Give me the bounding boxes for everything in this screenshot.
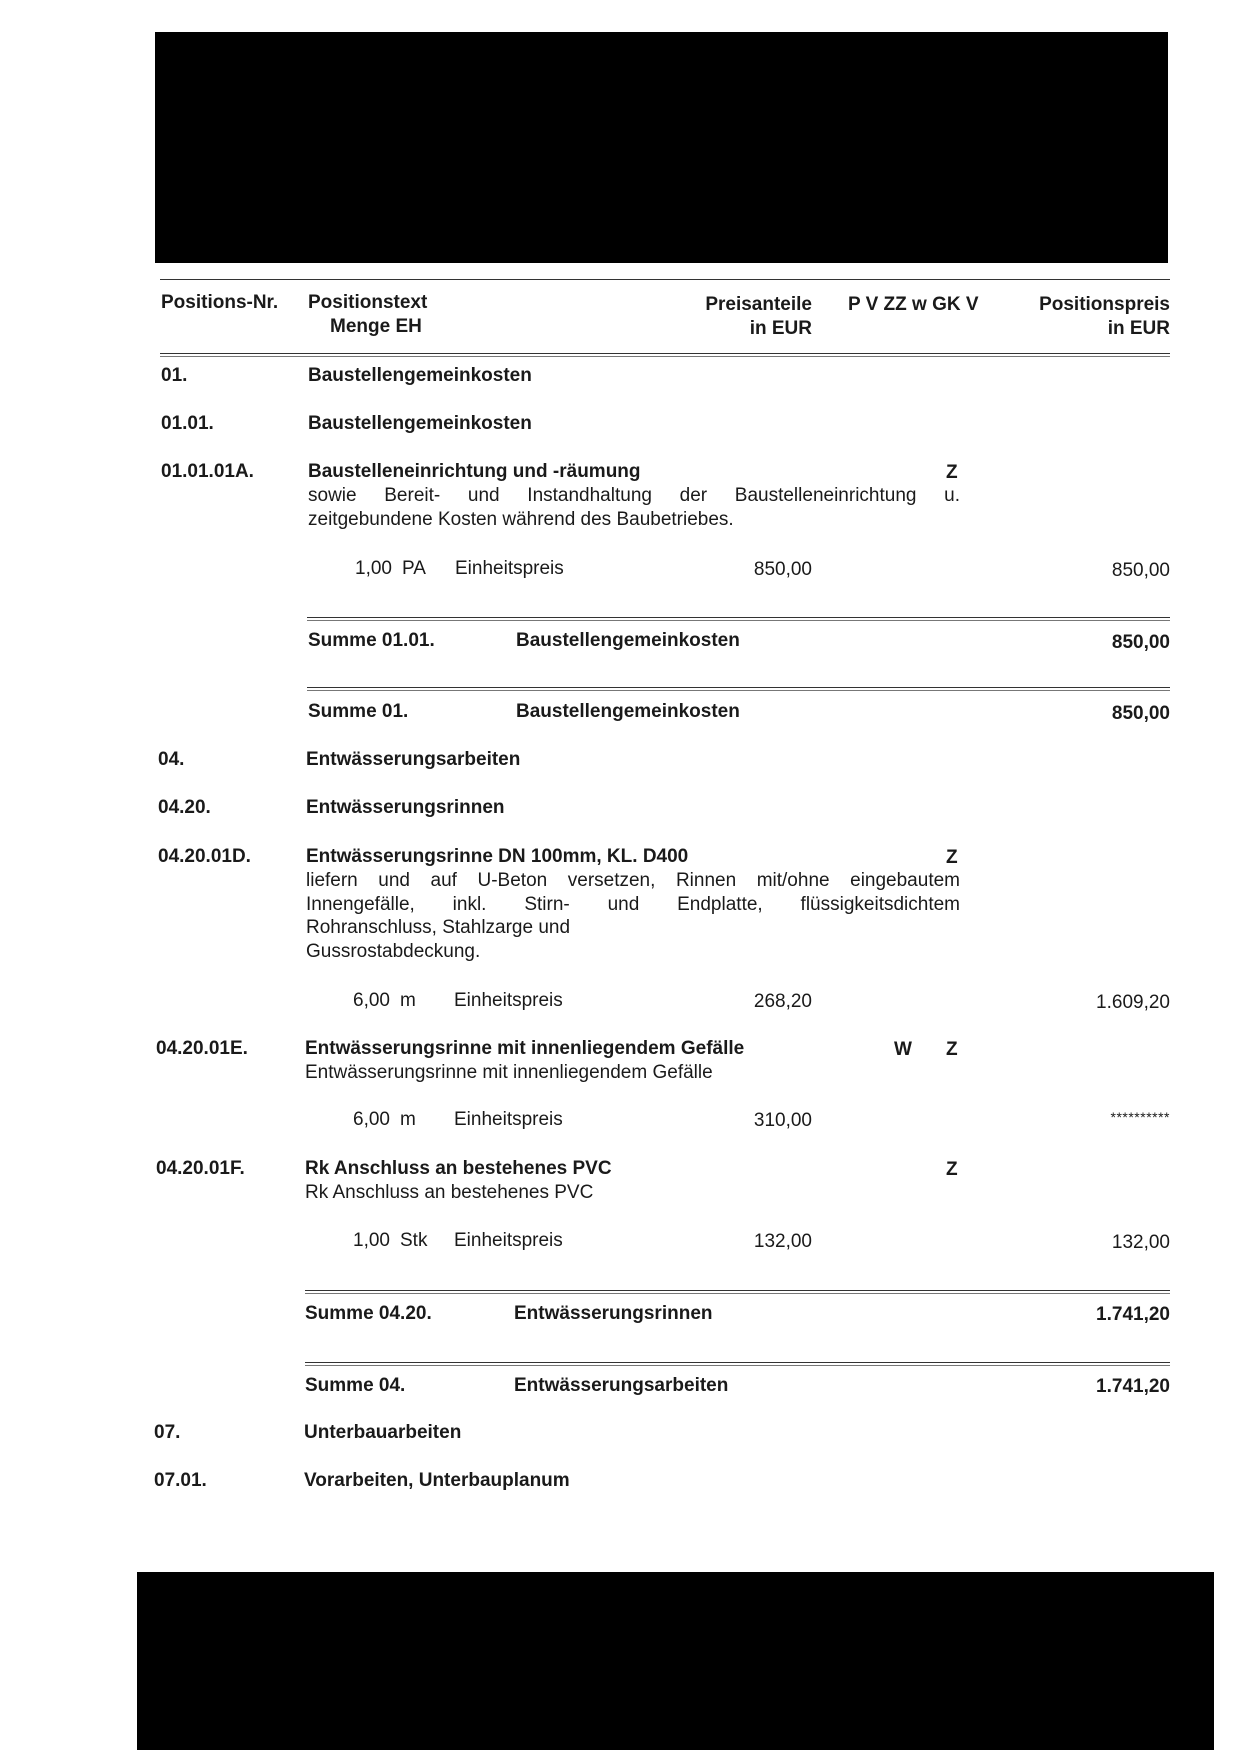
section-number: 01.01. [161, 413, 214, 434]
position-number: 04.20.01D. [158, 846, 251, 867]
description-line: Rohranschluss, Stahlzarge und [306, 917, 571, 938]
subtotal-rule [307, 617, 1170, 618]
subtotal-title: Baustellengemeinkosten [516, 630, 740, 651]
unit-price-label: Einheitspreis [454, 990, 563, 1011]
position-total: ********** [1110, 1109, 1170, 1125]
unit-price: 310,00 [753, 1110, 812, 1131]
position-total: 1.609,20 [1096, 992, 1170, 1013]
position-title: Entwässerungsrinne DN 100mm, KL. D400 [306, 846, 689, 867]
position-unit: Stk [400, 1230, 428, 1251]
position-title: Rk Anschluss an bestehenes PVC [305, 1158, 612, 1179]
description-line: liefern und auf U-Beton versetzen, Rinnen mit/ohne eingebautem [306, 870, 960, 891]
subtotal-title: Entwässerungsrinnen [514, 1303, 713, 1324]
position-number: 04.20.01F. [156, 1158, 245, 1179]
position-total: 850,00 [1111, 560, 1170, 581]
section-title: Baustellengemeinkosten [308, 413, 532, 434]
description-line: sowie Bereit- und Instandhaltung der Baustelleneinrichtung u. [308, 485, 960, 506]
position-flag-z: Z [946, 1039, 958, 1060]
position-description [305, 1181, 959, 1205]
section-title: Baustellengemeinkosten [308, 365, 532, 386]
subtotal-title: Baustellengemeinkosten [516, 701, 740, 722]
subtotal-value: 850,00 [1111, 703, 1170, 724]
header-positionspreis-unit: in EUR [1107, 318, 1170, 339]
section-title: Unterbauarbeiten [304, 1422, 462, 1443]
position-unit: m [400, 990, 416, 1011]
section-number: 07.01. [154, 1470, 207, 1491]
unit-price: 268,20 [753, 991, 812, 1012]
redacted-footer-block [137, 1572, 1214, 1750]
position-flag-z: Z [946, 1159, 958, 1180]
subtotal-rule [305, 1290, 1170, 1291]
position-description [308, 484, 960, 531]
subtotal-rule [307, 687, 1170, 688]
position-number: 04.20.01E. [156, 1038, 248, 1059]
position-description [306, 869, 960, 963]
position-title: Entwässerungsrinne mit innenliegendem Gefälle [305, 1038, 745, 1059]
section-number: 04. [158, 749, 185, 770]
section-title: Entwässerungsrinnen [306, 797, 505, 818]
unit-price: 850,00 [753, 559, 812, 580]
position-quantity: 6,00 [353, 1109, 390, 1130]
subtotal-label: Summe 04.20. [305, 1303, 432, 1324]
position-number: 01.01.01A. [161, 461, 254, 482]
position-total: 132,00 [1111, 1232, 1170, 1253]
header-positionspreis: Positionspreis [1039, 294, 1170, 315]
subtotal-value: 850,00 [1111, 632, 1170, 653]
unit-price: 132,00 [753, 1231, 812, 1252]
section-number: 04.20. [158, 797, 211, 818]
unit-price-label: Einheitspreis [454, 1230, 563, 1251]
subtotal-value: 1.741,20 [1096, 1376, 1170, 1397]
section-title: Vorarbeiten, Unterbauplanum [304, 1470, 570, 1491]
header-top-rule [160, 279, 1170, 280]
unit-price-label: Einheitspreis [454, 1109, 563, 1130]
position-description [305, 1061, 959, 1085]
header-positionstext: Positionstext [308, 292, 428, 313]
section-number: 07. [154, 1422, 181, 1443]
section-number: 01. [161, 365, 188, 386]
description-line: Entwässerungsrinne mit innenliegendem Gefälle [305, 1062, 713, 1083]
header-positions-nr: Positions-Nr. [161, 292, 279, 313]
position-unit: PA [402, 558, 426, 579]
redacted-header-block [155, 32, 1168, 263]
subtotal-value: 1.741,20 [1096, 1304, 1170, 1325]
position-flag-z: Z [946, 462, 958, 483]
subtotal-title: Entwässerungsarbeiten [514, 1375, 729, 1396]
subtotal-label: Summe 01.01. [308, 630, 435, 651]
subtotal-label: Summe 01. [308, 701, 409, 722]
header-preisanteile-unit: in EUR [749, 318, 812, 339]
subtotal-label: Summe 04. [305, 1375, 406, 1396]
header-preisanteile: Preisanteile [705, 294, 812, 315]
position-flag-w: W [894, 1039, 912, 1060]
header-flags: P V ZZ w GK V [848, 294, 979, 315]
header-menge-eh: Menge EH [330, 316, 422, 337]
description-line: Gussrostabdeckung. [306, 940, 481, 962]
unit-price-label: Einheitspreis [455, 558, 564, 579]
position-title: Baustelleneinrichtung und -räumung [308, 461, 641, 482]
description-line: zeitgebundene Kosten während des Baubetriebes. [308, 508, 734, 530]
description-line: Rk Anschluss an bestehenes PVC [305, 1182, 594, 1203]
section-title: Entwässerungsarbeiten [306, 749, 521, 770]
position-quantity: 1,00 [355, 558, 392, 579]
position-unit: m [400, 1109, 416, 1130]
header-bottom-rule [160, 353, 1170, 354]
position-quantity: 6,00 [353, 990, 390, 1011]
subtotal-rule [305, 1362, 1170, 1363]
position-quantity: 1,00 [353, 1230, 390, 1251]
position-flag-z: Z [946, 847, 958, 868]
description-line: Innengefälle, inkl. Stirn- und Endplatte, flüssigkeitsdichtem [306, 893, 960, 915]
